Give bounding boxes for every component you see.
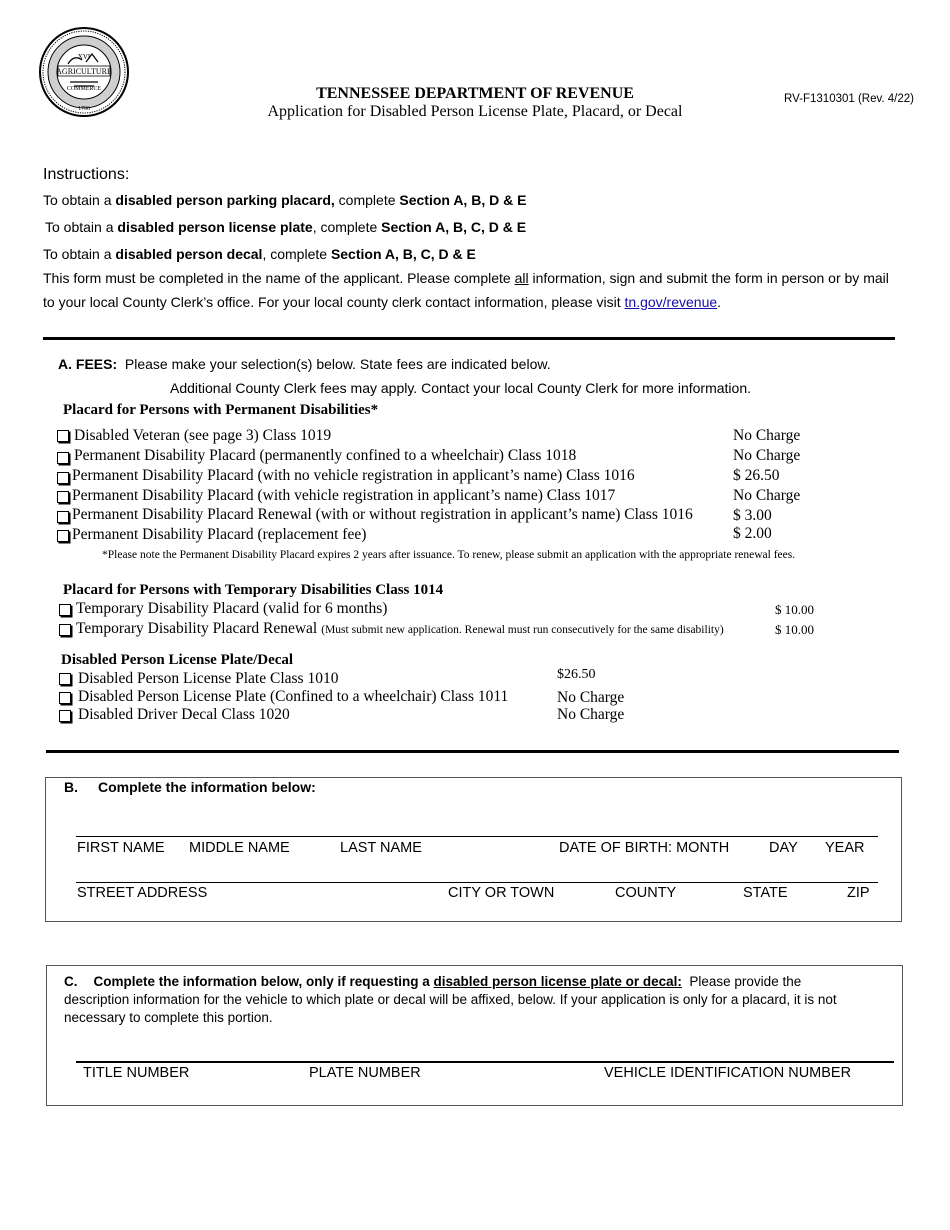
checkbox-no-registration-placard[interactable] <box>57 472 69 484</box>
instruction-line-plate: To obtain a disabled person license plate, complete Section A, B, C, D & E <box>45 219 527 235</box>
permanent-item-fee: No Charge <box>733 427 801 444</box>
seal-commerce: COMMERCE <box>66 86 102 92</box>
checkbox-license-plate[interactable] <box>59 673 71 685</box>
section-a-note: Additional County Clerk fees may apply. Contact your local County Clerk for more information. <box>170 380 751 396</box>
permanent-item-label: Permanent Disability Placard Renewal (with or without registration in applicant’s name) Class 1016 <box>72 506 693 523</box>
title-number-label: TITLE NUMBER <box>83 1065 190 1081</box>
checkbox-wheelchair-plate[interactable] <box>59 692 71 704</box>
checkbox-disabled-veteran[interactable] <box>57 430 69 442</box>
instructions-paragraph-2: to your local County Clerk’s office. For your local county clerk contact information, please visit tn.gov/revenue. <box>43 294 722 310</box>
plate-item-label: Disabled Person License Plate Class 1010 <box>78 670 339 687</box>
permanent-item-label: Permanent Disability Placard (with no vehicle registration in applicant’s name) Class 1016 <box>72 467 635 484</box>
section-c-heading: C. Complete the information below, only if requesting a disabled person license plate or decal: Please provide the <box>64 974 802 989</box>
first-name-label: FIRST NAME <box>77 840 165 856</box>
plate-item-label: Disabled Driver Decal Class 1020 <box>78 706 290 723</box>
section-c-desc-3: necessary to complete this portion. <box>64 1010 273 1025</box>
plate-item-label: Disabled Person License Plate (Confined to a wheelchair) Class 1011 <box>78 688 509 705</box>
permanent-item-fee: $ 26.50 <box>733 467 780 484</box>
dob-day-label: DAY <box>769 840 798 856</box>
last-name-label: LAST NAME <box>340 840 422 856</box>
temporary-item-fee: $ 10.00 <box>775 602 814 617</box>
plate-number-label: PLATE NUMBER <box>309 1065 421 1081</box>
checkbox-with-registration-placard[interactable] <box>57 491 69 503</box>
instructions-paragraph-1: This form must be completed in the name of the applicant. Please complete all information, sign and submit the form in person or by mail <box>43 270 889 286</box>
seal-inner-text: AGRICULTURE <box>56 67 112 76</box>
permanent-item-label: Disabled Veteran (see page 3) Class 1019 <box>74 427 332 444</box>
section-c-desc-2: description information for the vehicle to which plate or decal will be affixed, below. If your application is only for a placard, it is not <box>64 992 837 1007</box>
instruction-line-placard: To obtain a disabled person parking placard, complete Section A, B, D & E <box>43 192 527 208</box>
checkbox-wheelchair-placard[interactable] <box>57 452 69 464</box>
permanent-title: Placard for Persons with Permanent Disabilities* <box>63 402 379 418</box>
temporary-item-fee: $ 10.00 <box>775 622 814 637</box>
section-divider-top <box>43 337 895 340</box>
plate-item-fee: $26.50 <box>557 667 596 682</box>
middle-name-label: MIDDLE NAME <box>189 840 290 856</box>
county-label: COUNTY <box>615 885 677 901</box>
permanent-item-fee: No Charge <box>733 447 801 464</box>
city-label: CITY OR TOWN <box>448 885 555 901</box>
section-a-intro: A. FEES: Please make your selection(s) below. State fees are indicated below. <box>58 356 551 372</box>
temporary-item-label: Temporary Disability Placard (valid for 6 months) <box>76 600 388 617</box>
permanent-item-fee: $ 3.00 <box>733 507 772 524</box>
address-line[interactable] <box>76 882 878 883</box>
temporary-item-label: Temporary Disability Placard Renewal (Must submit new application. Renewal must run consecutively for the same disability) <box>76 620 724 637</box>
form-number: RV-F1310301 (Rev. 4/22) <box>784 93 914 105</box>
checkbox-placard-replacement[interactable] <box>57 530 69 542</box>
form-title: Application for Disabled Person License Plate, Placard, or Decal <box>267 103 683 120</box>
plate-title: Disabled Person License Plate/Decal <box>61 652 294 668</box>
dob-month-label: DATE OF BIRTH: MONTH <box>559 840 730 856</box>
checkbox-temporary-placard[interactable] <box>59 604 71 616</box>
name-dob-line[interactable] <box>76 836 878 837</box>
street-address-label: STREET ADDRESS <box>77 885 208 901</box>
section-b-heading: B. Complete the information below: <box>64 779 316 795</box>
dob-year-label: YEAR <box>825 840 865 856</box>
instruction-line-decal: To obtain a disabled person decal, complete Section A, B, C, D & E <box>43 246 476 262</box>
state-label: STATE <box>743 885 788 901</box>
checkbox-driver-decal[interactable] <box>59 710 71 722</box>
permanent-item-fee: No Charge <box>733 487 801 504</box>
temporary-title: Placard for Persons with Temporary Disabilities Class 1014 <box>63 582 444 598</box>
zip-label: ZIP <box>847 885 870 901</box>
vehicle-info-line[interactable] <box>76 1061 894 1063</box>
department-title: TENNESSEE DEPARTMENT OF REVENUE <box>316 85 634 102</box>
seal-roman: XVI <box>77 53 91 61</box>
plate-item-fee: No Charge <box>557 706 625 723</box>
checkbox-placard-renewal[interactable] <box>57 511 69 523</box>
vin-label: VEHICLE IDENTIFICATION NUMBER <box>604 1065 852 1081</box>
permanent-footnote: *Please note the Permanent Disability Placard expires 2 years after issuance. To renew, please submit an application with the appropriate renewal fees. <box>102 549 796 561</box>
permanent-item-fee: $ 2.00 <box>733 525 772 542</box>
permanent-item-label: Permanent Disability Placard (permanently confined to a wheelchair) Class 1018 <box>74 447 577 464</box>
permanent-item-label: Permanent Disability Placard (replacement fee) <box>72 526 367 543</box>
section-divider-a <box>46 750 899 753</box>
plate-item-fee: No Charge <box>557 689 625 706</box>
seal-year: 1796 <box>78 106 90 112</box>
instructions-heading: Instructions: <box>43 166 130 183</box>
permanent-item-label: Permanent Disability Placard (with vehicle registration in applicant’s name) Class 1017 <box>72 487 616 504</box>
revenue-link[interactable]: tn.gov/revenue <box>624 294 718 310</box>
checkbox-temporary-renewal[interactable] <box>59 624 71 636</box>
